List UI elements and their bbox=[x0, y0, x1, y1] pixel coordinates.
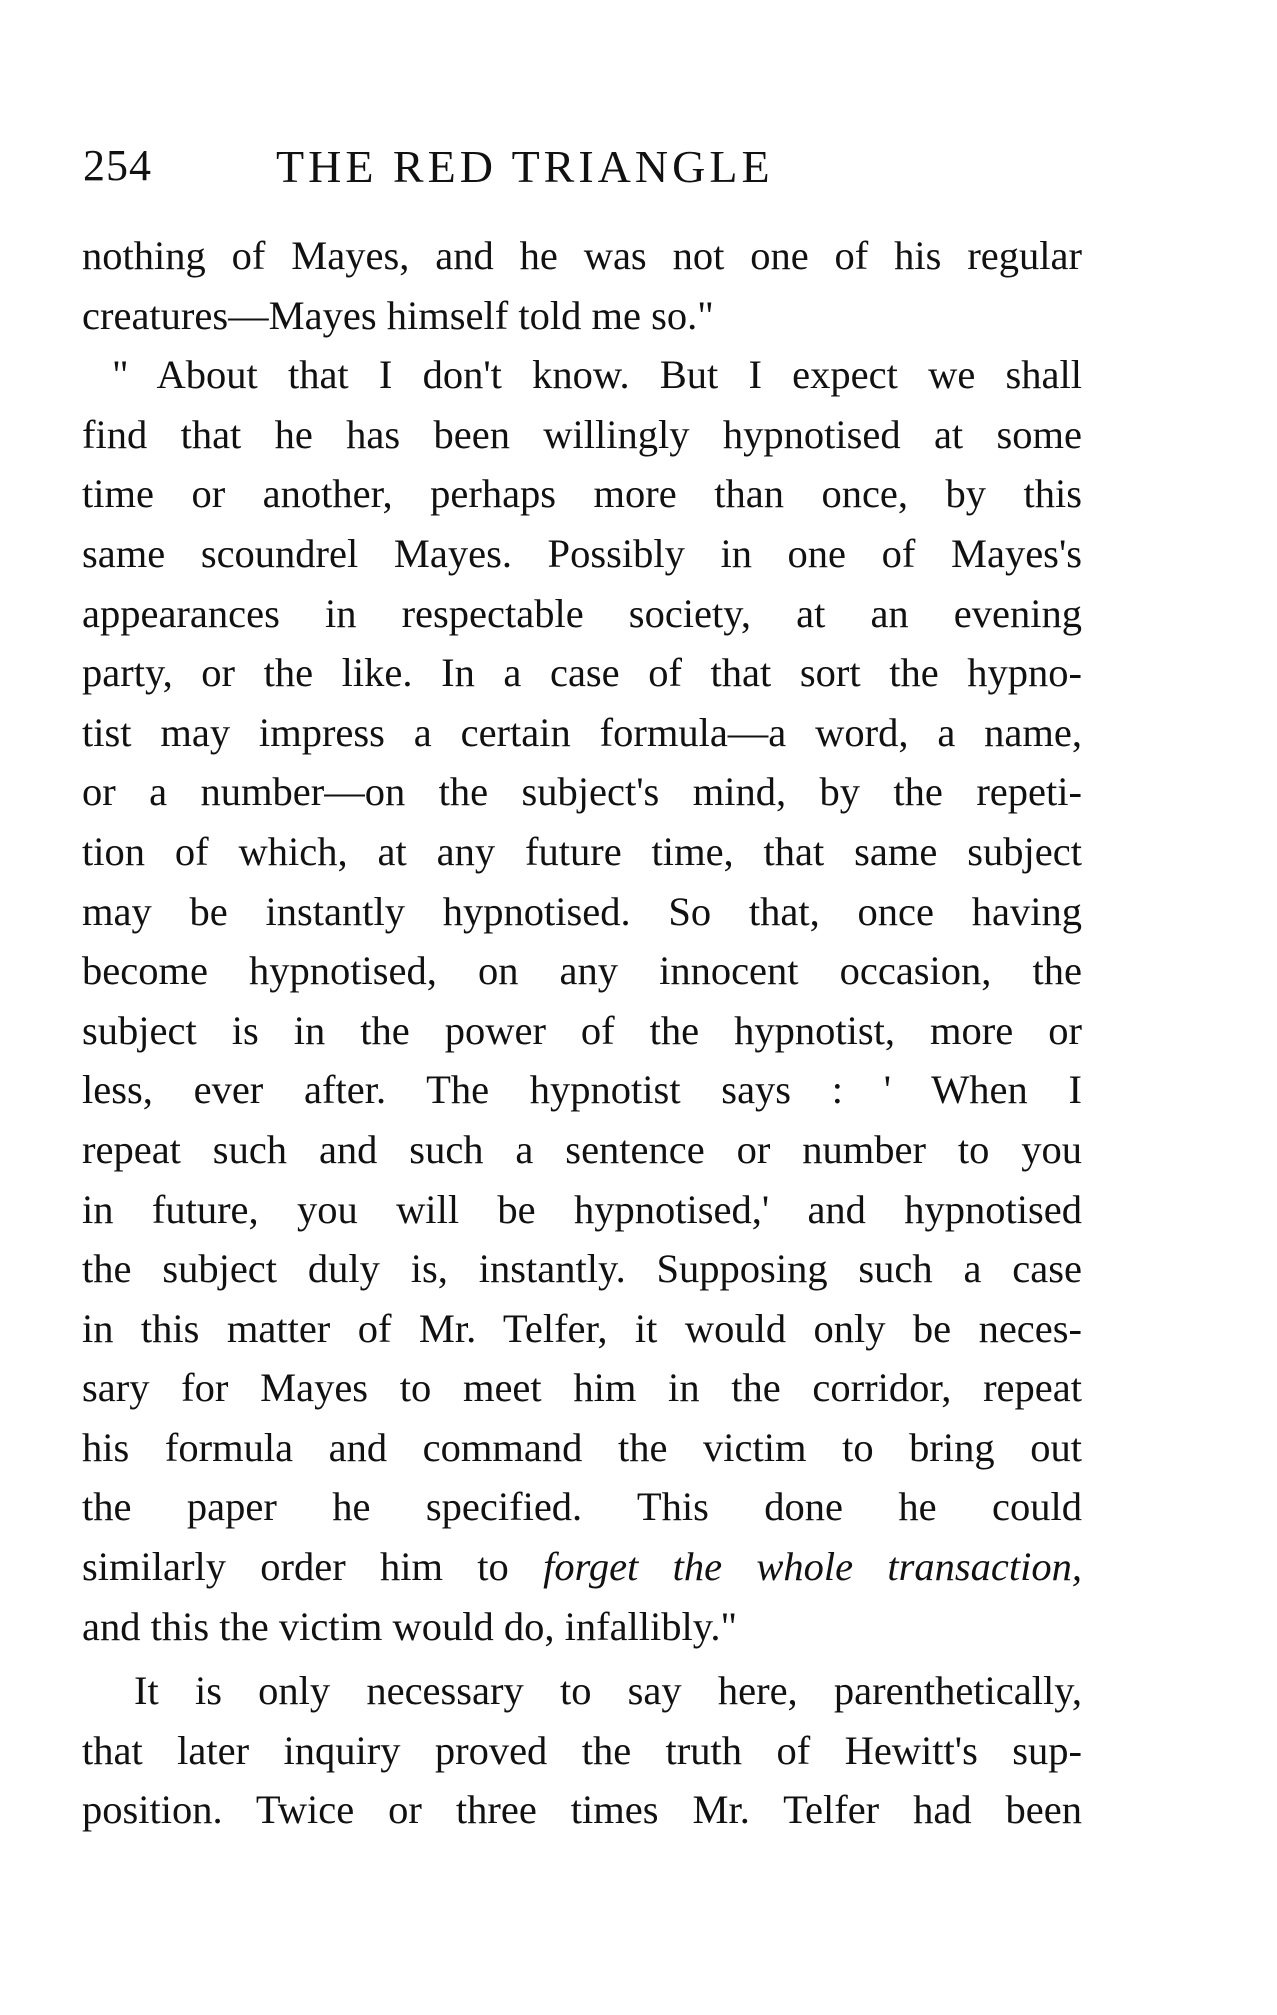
text-line: time or another, perhaps more than once, by this bbox=[82, 471, 1082, 517]
text-line: in this matter of Mr. Telfer, it would only be neces- bbox=[82, 1305, 1082, 1351]
text-line: tist may impress a certain formula—a word, a name, bbox=[82, 709, 1082, 755]
text-line: It is only necessary to say here, parenthetically, bbox=[134, 1668, 1082, 1714]
text-line: sary for Mayes to meet him in the corridor, repeat bbox=[82, 1365, 1082, 1411]
text-line: same scoundrel Mayes. Possibly in one of Mayes's bbox=[82, 530, 1082, 576]
text-line: repeat such and such a sentence or number to you bbox=[82, 1126, 1082, 1172]
text-line: the paper he specified. This done he could bbox=[82, 1484, 1082, 1530]
text-line: become hypnotised, on any innocent occasion, the bbox=[82, 948, 1082, 994]
text-line-with-italic bbox=[82, 1537, 1082, 1597]
page-header bbox=[83, 140, 1083, 202]
text-line: the subject duly is, instantly. Supposing such a case bbox=[82, 1246, 1082, 1292]
body-text bbox=[82, 226, 1082, 1840]
text-line: nothing of Mayes, and he was not one of his regular bbox=[82, 233, 1082, 278]
text-line: party, or the like. In a case of that sort the hypno- bbox=[82, 650, 1082, 696]
text-line: subject is in the power of the hypnotist, more or bbox=[82, 1007, 1082, 1053]
text-line: position. Twice or three times Mr. Telfer had been bbox=[82, 1787, 1082, 1833]
text-line: may be instantly hypnotised. So that, once having bbox=[82, 888, 1082, 934]
running-title: THE RED TRIANGLE bbox=[276, 141, 774, 192]
text-line: that later inquiry proved the truth of Hewitt's sup- bbox=[82, 1727, 1082, 1773]
text-line: tion of which, at any future time, that same subject bbox=[82, 828, 1082, 874]
italic-phrase: forget the whole transaction, bbox=[543, 1544, 1082, 1590]
text-line: and this the victim would do, infallibly." bbox=[82, 1603, 738, 1649]
text-line: appearances in respectable society, at an evening bbox=[82, 590, 1082, 636]
text-line: or a number—on the subject's mind, by the repeti- bbox=[82, 769, 1082, 815]
text-line: find that he has been willingly hypnotised at some bbox=[82, 411, 1082, 457]
text-line: his formula and command the victim to bring out bbox=[82, 1424, 1082, 1470]
text-line: creatures—Mayes himself told me so." bbox=[82, 292, 714, 338]
page-number: 254 bbox=[83, 141, 152, 190]
text-line: in future, you will be hypnotised,' and hypnotised bbox=[82, 1186, 1082, 1232]
text-line-prefix: similarly order him to bbox=[82, 1544, 544, 1590]
text-line: " About that I don't know. But I expect we shall bbox=[112, 352, 1082, 398]
text-line: less, ever after. The hypnotist says : ' When I bbox=[82, 1067, 1082, 1113]
